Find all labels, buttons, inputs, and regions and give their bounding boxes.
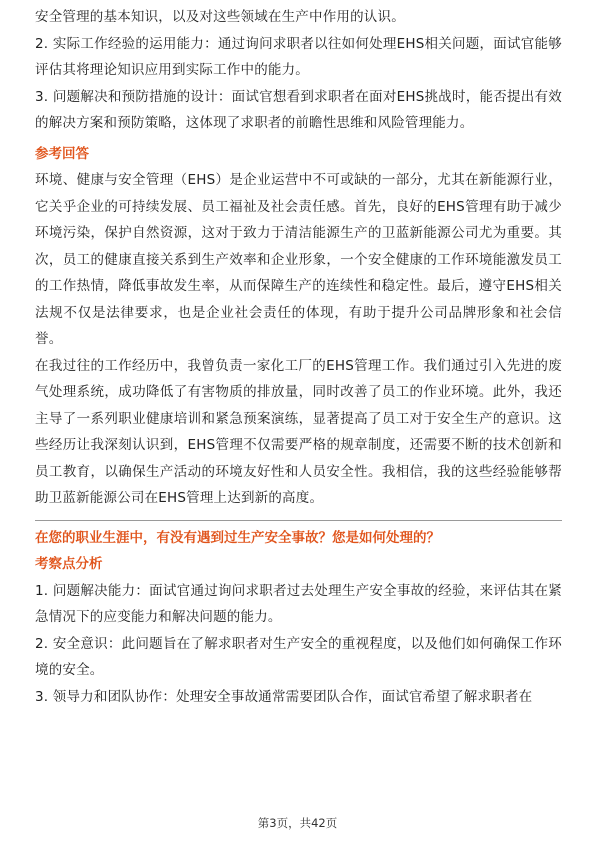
intro-paragraph-1: 安全管理的基本知识，以及对这些领域在生产中作用的认识。 xyxy=(35,9,405,25)
analysis-heading: 考察点分析 xyxy=(35,556,103,572)
reference-paragraph-1: 环境、健康与安全管理（EHS）是企业运营中不可或缺的一部分，尤其在新能源行业，它关乎企业的可持续发展、员工福祉及社会责任感。首先，良好的EHS管理有助于减少环境污染，保护自然资源，这对于致力于清洁能源生产的卫蓝新能源公司尤为重要。其次，员工的健康直接关系到生产效率和企业形象，一个安全健康的工作环境能激发员工的工作热情，降低事故发生率，从而保障生产的连续性和稳定性。最后，遵守EHS相关法规不仅是法律要求，也是企业社会责任的体现，有助于提升公司品牌形象和社会信誉。 xyxy=(35,172,562,347)
document-page xyxy=(35,0,562,710)
page-number-footer: 第3页，共42页 xyxy=(257,816,338,830)
reference-paragraph-2: 在我过往的工作经历中，我曾负责一家化工厂的EHS管理工作。我们通过引入先进的废气处理系统，成功降低了有害物质的排放量，同时改善了员工的作业环境。此外，我还主导了一系列职业健康培训和紧急预案演练，显著提高了员工对于安全生产的意识。这些经历让我深刻认识到，EHS管理不仅需要严格的规章制度，还需要不断的技术创新和员工教育，以确保生产活动的环境友好性和人员安全性。我相信，我的这些经验能够帮助卫蓝新能源公司在EHS管理上达到新的高度。 xyxy=(35,357,562,506)
intro-paragraph-2: 2. 实际工作经验的运用能力：通过询问求职者以往如何处理EHS相关问题，面试官能够评估其将理论知识应用到实际工作中的能力。 xyxy=(35,35,562,78)
analysis-paragraph-2: 2. 安全意识：此问题旨在了解求职者对生产安全的重视程度，以及他们如何确保工作环境的安全。 xyxy=(35,635,562,678)
reference-heading: 参考回答 xyxy=(35,145,89,162)
section-divider xyxy=(35,520,562,521)
intro-paragraph-3: 3. 问题解决和预防措施的设计：面试官想看到求职者在面对EHS挑战时，能否提出有效的解决方案和预防策略，这体现了求职者的前瞻性思维和风险管理能力。 xyxy=(35,88,562,131)
analysis-paragraph-1: 1. 问题解决能力：面试官通过询问求职者过去处理生产安全事故的经验，来评估其在紧急情况下的应变能力和解决问题的能力。 xyxy=(35,582,562,625)
analysis-paragraph-3: 3. 领导力和团队协作：处理安全事故通常需要团队合作，面试官希望了解求职者在 xyxy=(35,688,533,705)
question-heading: 在您的职业生涯中，有没有遇到过生产安全事故？您是如何处理的？ xyxy=(35,529,440,546)
